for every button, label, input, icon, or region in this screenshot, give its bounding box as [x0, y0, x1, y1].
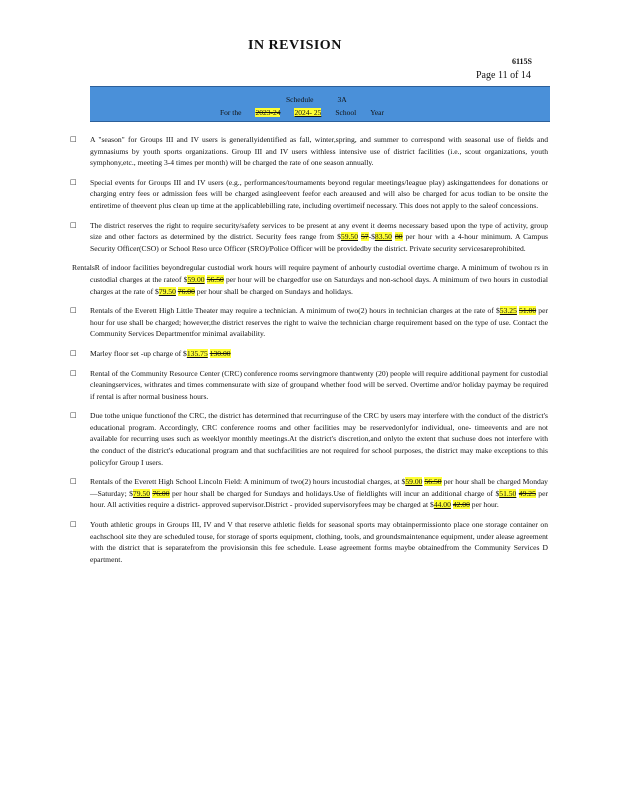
item-text: per hour shall be charged on Sundays and holidays.	[194, 286, 353, 296]
school-year-line	[220, 108, 398, 117]
new-rate: 135.75	[186, 348, 208, 358]
item-text: per hour will be chargedfor use on Saturdays and non-school days. A minimum of two hours in custodial charges at the rate of $	[90, 274, 548, 296]
item-text: Rental of the Community Resource Center (CRC) conference rooms servingmore thantwenty (20) people will require additional payment for custodial cleaningservices, withrates and times commensurate with size of groupand whether food will be served. Overtime and/or holiday paymay be required if rental is after normal business hours.	[90, 368, 548, 401]
school-label: School	[335, 108, 357, 117]
item-lead: Rentals	[72, 263, 95, 273]
list-item-lincoln-field	[70, 476, 548, 511]
list-item-custodial-overtime	[70, 262, 548, 297]
bullet-icon: □	[70, 520, 77, 529]
new-rate: 51.50	[499, 488, 517, 498]
item-text: Due tothe unique functionof the CRC, the district has determined that recurringuse of the CRC by users may interfere with the conduct of the district's educational program. Accordingly, CRC conference rooms and other facilities may be reservedonlyfor individual, one- timeevents and are not available for recurring uses such as weeklyor monthly meetings.At the district's discretion,and onlyto the extent that suchuse does not interfere with the conduct of the district's educational program and that suchfacilities are not required for school purposes, the district may make exceptions to this policyfor Group I users.	[90, 411, 548, 467]
new-rate: 79.50	[132, 488, 151, 498]
old-rate: 80	[394, 232, 403, 242]
bullet-icon: □	[70, 135, 77, 143]
list-item-security	[70, 220, 548, 255]
new-year: 2024- 25	[294, 108, 322, 117]
year-label: Year	[370, 108, 385, 117]
item-text: Rentals of the Everett High School Lincoln Field: A minimum of two(2) hours incustodial charges, at $	[90, 477, 406, 487]
bullet-icon: □	[70, 348, 77, 357]
list-item-youth-storage	[70, 519, 548, 565]
list-item-special-events	[70, 177, 548, 212]
item-text: per hour for use shall be charged; however,the district reserves the right to waive the technician charge requirement based on the type of use. Contact the Community Services Departmentfor minimal availability.	[90, 306, 548, 339]
page-title: IN REVISION	[248, 38, 342, 53]
for-the-label: For the	[220, 108, 242, 117]
policy-code: 6115S	[512, 57, 533, 66]
bullet-icon: □	[70, 477, 77, 486]
schedule-id: 3A	[337, 95, 347, 104]
schedule-banner	[90, 86, 550, 122]
old-rate: 51.00	[519, 306, 537, 316]
item-text: -$	[368, 232, 375, 242]
item-text: R of indoor facilities beyondregular custodial work hours will require payment of anhourly custodial overtime charge. A minimum of twohou rs in custodial charges at the rateof $	[90, 263, 548, 284]
new-rate: 44.00	[433, 500, 451, 510]
schedule-heading	[286, 95, 406, 104]
old-year: 2023-24	[255, 108, 281, 117]
old-rate: 42.00	[452, 500, 470, 510]
old-rate: 76.00	[177, 286, 195, 296]
item-text: Youth athletic groups in Groups III, IV and V that reserve athletic fields for seasonal sports may obtainpermissionto place one storage container on eachschool site they are scheduled touse, for storage of sports equipment, clothing, tools, and groundsmaintenance equipment, under alease agreement with the district that is separatefrom the provisionsin this fee schedule. Lease agreement forms maybe obtainedfrom the Community Services D epartment.	[90, 520, 548, 564]
bullet-icon: □	[70, 306, 77, 315]
item-text: Marley floor set -up charge of $	[90, 348, 187, 358]
old-rate: 57	[360, 232, 369, 242]
fee-rules-list	[70, 134, 548, 573]
list-item-season	[70, 134, 548, 169]
item-text: A "season" for Groups III and IV users is generallyidentified as fall, winter,spring, and summer to correspond with seasonal use of fields and gymnasiums by youth sports organizations. Group III and IV users withless intensive use of district facilities (i.e., scout organizations, youth symphony,etc., meeting 3-4 times per month) will be charged the rate of one season annually.	[90, 135, 548, 168]
old-rate: 49.25	[518, 488, 536, 498]
old-rate: 76.00	[152, 488, 170, 498]
item-text: Rentals of the Everett High Little Theater may require a technician. A minimum of two(2) hours in technician charges at the rate of $	[90, 306, 500, 316]
new-rate: 59.00	[405, 477, 423, 487]
bullet-icon: □	[70, 411, 77, 420]
list-item-crc-recurring	[70, 410, 548, 468]
item-text: per hour.	[469, 500, 499, 510]
list-item-little-theater	[70, 305, 548, 340]
list-item-marley-floor	[70, 348, 548, 360]
schedule-word: Schedule	[286, 95, 314, 104]
new-rate: 53.25	[499, 306, 517, 316]
item-text: The district reserves the right to require security/safety services to be present at any event it deems necessary based upon the type of activity, group size and other factors as determined by the district. Security fees range from $	[90, 220, 548, 242]
list-item-crc-rental	[70, 368, 548, 403]
bullet-icon: □	[70, 368, 77, 377]
item-text: per hour shall be charged Monday—Saturday; $	[90, 477, 548, 498]
old-rate: 56.50	[424, 477, 442, 487]
item-text: per hour shall be charged for Sundays and holidays.Use of fieldlights will incur an additional charge of $	[169, 488, 500, 498]
old-rate: 56.50	[206, 274, 224, 284]
bullet-icon: □	[70, 177, 77, 186]
new-rate: 59.50	[340, 232, 358, 242]
item-text: per hour with a 4-hour minimum. A Campus Security Officer(CSO) or School Reso urce Officer (SRO)/Police Officer will be providedby the district. Private security servicesareprohibited.	[90, 232, 548, 253]
bullet-icon: □	[70, 220, 77, 229]
new-rate: 59.00	[187, 274, 205, 284]
page-number: Page 11 of 14	[476, 70, 531, 81]
item-text: Special events for Groups III and IV users (e.g., performances/tournaments beyond regular meetings/league play) askingattendees for donations or charging entry fees or admission fees will be charged asingleevent feefor each areaused and will also be charged for acus todian to be onsite the entiretime of theevent plus clean up time at the applicablebilling rate, including overtimeif necessary. This does not apply to the saleof concessions.	[90, 177, 548, 210]
item-text: per hour. All activities require a district- approved supervisor.District - provided supervisoryfees may be charged at $	[90, 488, 548, 510]
old-rate: 130.00	[209, 348, 231, 358]
new-rate: 83.50	[374, 232, 392, 242]
new-rate: 79.50	[158, 286, 176, 296]
